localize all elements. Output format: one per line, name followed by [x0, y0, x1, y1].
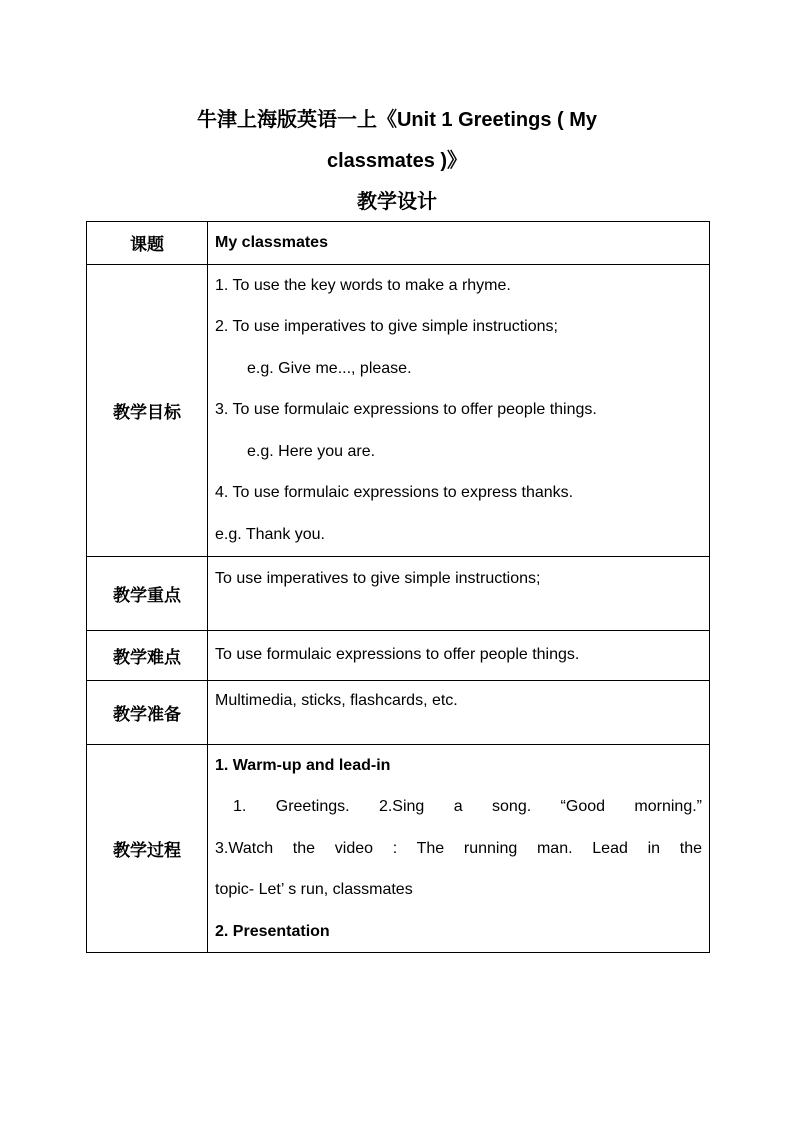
label-objectives: 教学目标: [87, 264, 208, 556]
objective-line: 3. To use formulaic expressions to offer people things.: [215, 401, 597, 418]
value-preparation: [208, 680, 710, 744]
row-process: [87, 744, 710, 953]
row-key-points: [87, 556, 710, 630]
preparation-text: Multimedia, sticks, flashcards, etc.: [215, 691, 458, 709]
process-heading-2: 2. Presentation: [215, 922, 330, 940]
objective-example: e.g. Give me..., please.: [247, 359, 412, 377]
objective-line: 2. To use imperatives to give simple instructions;: [215, 318, 558, 335]
process-paragraph-line: 3.Watch the video : The running man. Lead in the: [215, 839, 702, 857]
process-paragraph-line: topic- Let’ s run, classmates: [215, 881, 413, 898]
row-difficulties: [87, 630, 710, 680]
label-key-points: 教学重点: [87, 556, 208, 630]
objective-line: 1. To use the key words to make a rhyme.: [215, 276, 511, 294]
document-title: [0, 100, 794, 223]
value-topic: [208, 222, 710, 265]
title-line-3: 教学设计: [357, 191, 437, 213]
objective-example: e.g. Thank you.: [215, 525, 325, 543]
process-heading-1: 1. Warm-up and lead-in: [215, 756, 391, 774]
process-paragraph-line: 1. Greetings. 2.Sing a song. “Good morning.”: [233, 798, 702, 815]
value-key-points: [208, 556, 710, 630]
label-preparation: 教学准备: [87, 680, 208, 744]
label-process: 教学过程: [87, 744, 208, 953]
lesson-plan-table: [86, 221, 710, 953]
row-topic: [87, 222, 710, 265]
value-objectives: [208, 264, 710, 556]
title-line-1: 牛津上海版英语一上《Unit 1 Greetings ( My: [196, 109, 598, 131]
value-process: [208, 744, 710, 953]
label-topic: 课题: [87, 222, 208, 265]
key-points-text: To use imperatives to give simple instructions;: [215, 569, 541, 587]
title-line-2: classmates )》: [326, 150, 468, 172]
difficulties-text: To use formulaic expressions to offer people things.: [215, 646, 580, 664]
label-difficulties: 教学难点: [87, 630, 208, 680]
objective-line: 4. To use formulaic expressions to express thanks.: [215, 484, 574, 501]
row-objectives: [87, 264, 710, 556]
topic-text: My classmates: [215, 234, 328, 251]
value-difficulties: [208, 630, 710, 680]
row-preparation: [87, 680, 710, 744]
objective-example: e.g. Here you are.: [247, 442, 376, 460]
